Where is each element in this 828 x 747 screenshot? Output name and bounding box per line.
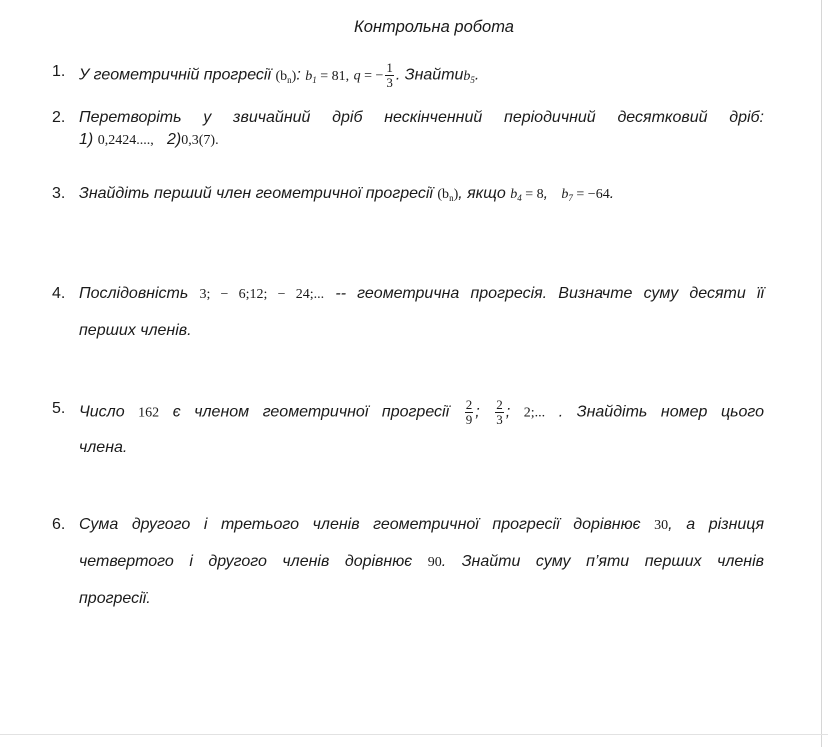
task-number: 5. — [52, 400, 66, 417]
page-edge-bottom — [0, 734, 828, 735]
formula: $(b_n)$ — [437, 187, 459, 203]
page-edge-right — [821, 0, 822, 747]
decimal-value: 0,2424...., — [97, 133, 154, 148]
task-number: 3. — [52, 185, 66, 202]
formula: $(b_n)$ — [275, 68, 297, 85]
formula: q = − — [353, 68, 384, 84]
task-number: 1. — [52, 63, 66, 80]
formula: $b_1 = 81$, — [305, 68, 350, 85]
fraction: $\frac{1}{3}$ — [386, 60, 393, 90]
decimal-value: 0,3(7). — [181, 133, 219, 148]
fraction: $\frac{2}{9}$ — [465, 397, 473, 427]
task-text: Сума другого і третього членів геометричної прогресії дорівнює 30, а різниця четвертого і другого членів дорівнює 90. Знайти суму п’яти перших членів прогресії. — [79, 516, 765, 607]
number-value: 30 — [654, 518, 669, 533]
number-value: 90 — [427, 555, 442, 570]
number-value: 162 — [138, 405, 160, 421]
task-text: Число 162 є членом геометричної прогресії $\frac{2}{9}$ ; $\frac{2}{3}$ ; 2;... . Знайдіть номер цього члена. — [79, 397, 765, 456]
sequence: 3; − 6;12; − 24;... — [199, 287, 325, 302]
task-number: 4. — [52, 285, 66, 302]
formula: $b_7 = -64$ — [561, 187, 610, 203]
task-text: Знайдіть перший член геометричної прогресії $(b_n)$, якщо $b_4 = 8$, $b_7 = -64$. — [79, 185, 615, 203]
task-text: У геометричній прогресії $(b_n)$: $b_1 = 81$, q = − $\frac{1}{3}$ . Знайтиb$_5$. — [79, 60, 480, 90]
sequence-tail: 2;... — [523, 405, 546, 421]
task-number: 2. — [52, 109, 66, 126]
task-text: Послідовність 3; − 6;12; − 24;... -- геометрична прогресія. Визначте суму десяти її перших членів. — [79, 285, 765, 339]
task-text: Перетворіть у звичайний дріб нескінченний періодичний десятковий дріб: 1) 0,2424...., 2)0,3(7). — [79, 109, 764, 148]
page-title: Контрольна робота — [354, 18, 514, 36]
formula: $b_5$ — [463, 68, 475, 85]
task-number: 6. — [52, 516, 66, 533]
fraction: $\frac{2}{3}$ — [496, 397, 503, 427]
formula: $b_4 = 8$ — [510, 187, 544, 203]
